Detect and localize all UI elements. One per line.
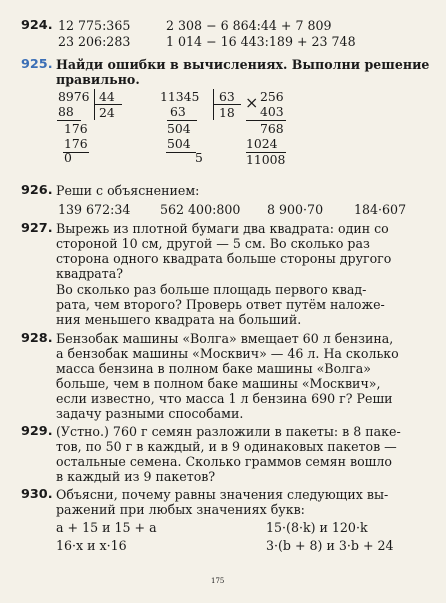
expr-926-1: 139 672:34: [58, 202, 131, 217]
task-928-line5: если известно, что масса 1 л бензина 690 г? Реши: [56, 391, 393, 406]
problem-number-925: 925.: [21, 57, 53, 72]
page-number: 175: [211, 577, 225, 585]
div2-sub1: 63: [170, 104, 186, 119]
mult-b: 403: [260, 104, 284, 119]
expr-926-2: 562 400:800: [160, 202, 241, 217]
mult-result: 11008: [246, 152, 286, 167]
div1-sub2: 176: [64, 121, 88, 136]
task-927-line5: Во сколько раз больше площадь первого квад-: [56, 282, 367, 297]
task-928-line3: масса бензина в полном баке машины «Волга»: [56, 361, 371, 376]
mult-a: 256: [260, 89, 284, 104]
task-929-line4: в каждый из 9 пакетов?: [56, 469, 216, 484]
div1-remainder: 0: [64, 150, 72, 165]
expr-924-2a: 23 206:283: [58, 34, 131, 49]
task-925-line2: правильно.: [56, 72, 140, 87]
task-927-line7: ния меньшего квадрата на больший.: [56, 312, 302, 327]
expr-924-1b: 2 308 − 6 864:44 + 7 809: [166, 18, 332, 33]
problem-number-928: 928.: [21, 331, 53, 346]
expr-924-1a: 12 775:365: [58, 18, 131, 33]
div2-sub2: 504: [167, 121, 191, 136]
div2-divisor: 63: [219, 89, 235, 104]
task-929-line1: (Устно.) 760 г семян разложили в пакеты: в 8 паке-: [56, 424, 401, 439]
task-930-line1: Объясни, почему равны значения следующих вы-: [56, 487, 389, 502]
task-929-line2: тов, по 50 г в каждый, и в 9 одинаковых пакетов —: [56, 439, 397, 454]
task-928-line1: Бензобак машины «Волга» вмещает 60 л бензина,: [56, 331, 394, 346]
expr-930-a1: a + 15 и 15 + a: [56, 520, 157, 535]
div2-sub3: 504: [167, 136, 191, 151]
problem-number-930: 930.: [21, 487, 53, 502]
problem-number-924: 924.: [21, 18, 53, 33]
task-928-line2: а бензобак машины «Москвич» — 46 л. На сколько: [56, 346, 399, 361]
task-927-line3: сторона одного квадрата больше стороны другого: [56, 251, 392, 266]
task-927-line6: рата, чем второго? Проверь ответ путём наложе-: [56, 297, 385, 312]
div2-remainder: 5: [195, 150, 203, 165]
div1-sub3: 176: [64, 136, 88, 151]
task-927-line2: стороной 10 см, другой — 5 см. Во сколько раз: [56, 236, 370, 251]
problem-number-926: 926.: [21, 183, 53, 198]
problem-number-927: 927.: [21, 221, 53, 236]
expr-924-2b: 1 014 − 16 443:189 + 23 748: [166, 34, 356, 49]
div2-quotient: 18: [219, 105, 235, 120]
expr-926-4: 184·607: [354, 202, 407, 217]
expr-930-a2: 15·(8·k) и 120·k: [266, 520, 368, 535]
expr-926-3: 8 900·70: [267, 202, 324, 217]
task-928-line4: больше, чем в полном баке машины «Москвич»,: [56, 376, 381, 391]
task-925-line1: Найди ошибки в вычислениях. Выполни решение: [56, 57, 430, 72]
task-926-line1: Реши с объяснением:: [56, 183, 200, 198]
div2-dividend: 11345: [160, 89, 200, 104]
problem-number-929: 929.: [21, 424, 53, 439]
div2-line3: [166, 152, 196, 153]
task-930-line2: ражений при любых значениях букв:: [56, 502, 305, 517]
mult-partial1: 768: [260, 121, 284, 136]
div1-divisor: 44: [99, 89, 115, 104]
mult-partial2: 1024: [246, 136, 278, 151]
task-928-line6: задачу разными способами.: [56, 406, 244, 421]
task-929-line3: остальные семена. Сколько граммов семян вошло: [56, 454, 392, 469]
mult-sign: ×: [245, 93, 259, 112]
task-927-line4: квадрата?: [56, 266, 124, 281]
expr-930-b2: 3·(b + 8) и 3·b + 24: [266, 538, 394, 553]
div1-sub1: 88: [58, 104, 74, 119]
div1-quotient: 24: [99, 105, 115, 120]
expr-930-b1: 16·x и x·16: [56, 538, 127, 553]
div1-dividend: 8976: [58, 89, 90, 104]
task-927-line1: Вырежь из плотной бумаги два квадрата: один со: [56, 221, 389, 236]
